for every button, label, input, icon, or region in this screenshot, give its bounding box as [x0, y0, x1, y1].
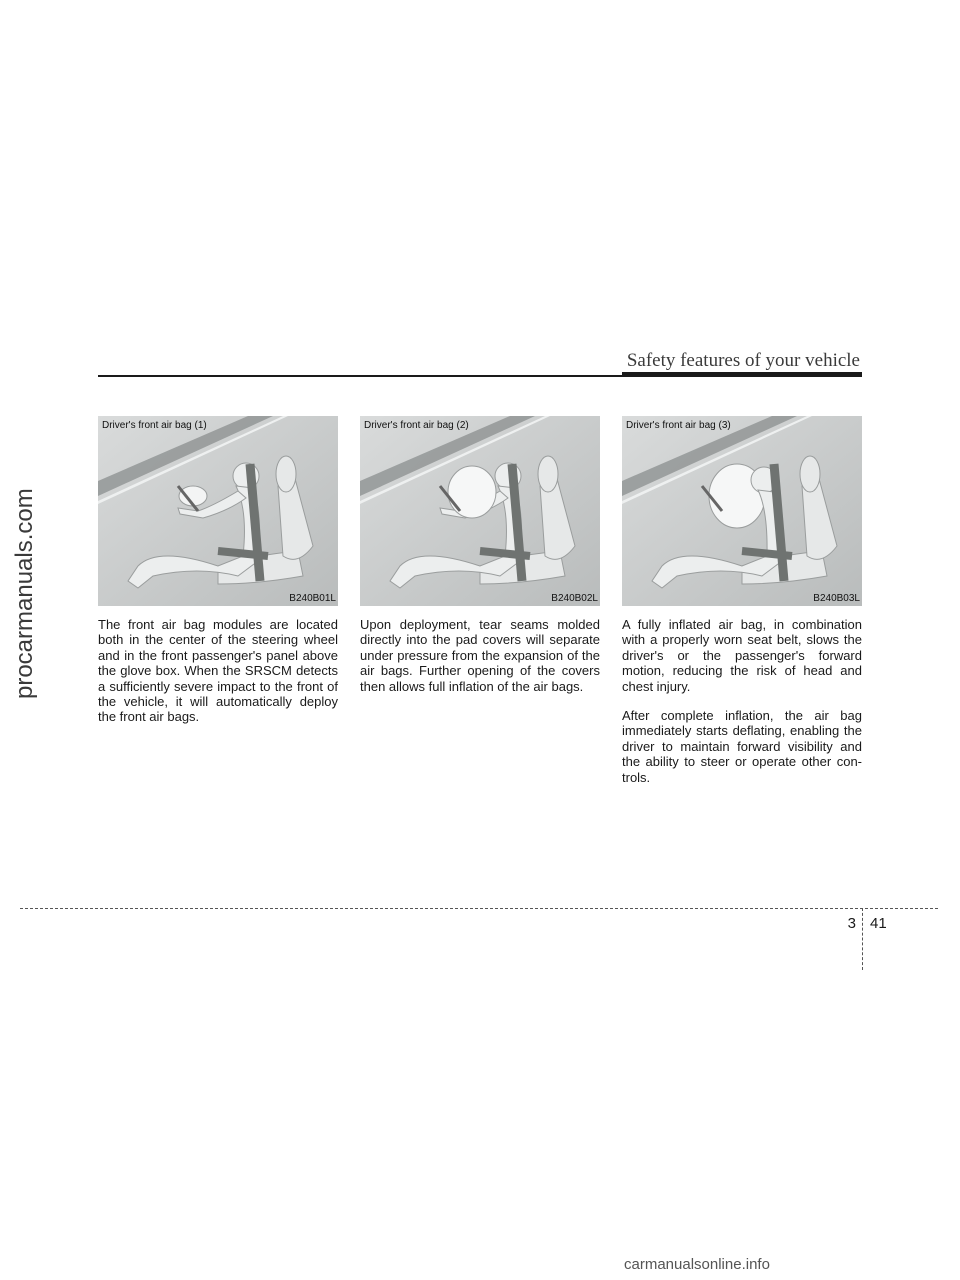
- airbag-illustration-icon: [622, 416, 862, 606]
- text-column-1: [98, 617, 338, 739]
- chapter-number: 3: [847, 915, 856, 932]
- text-column-2: [360, 617, 600, 708]
- text-column-3: [622, 617, 862, 799]
- paragraph: A fully inflated air bag, in combination with a properly worn seat belt, slows the driver's or the passenger's forward motion, reducing the risk of head and chest injury.: [622, 617, 862, 694]
- header-rule-accent: [622, 372, 862, 377]
- paragraph: After complete inflation, the air bag immediately starts deflating, enabling the driver to maintain forward visibility and the ability to steer or operate other con-trols.: [622, 708, 862, 785]
- figure-label: Driver's front air bag (2): [364, 420, 469, 431]
- site-footer-text: carmanualsonline.info: [624, 1256, 770, 1273]
- paragraph: The front air bag modules are located both in the center of the steering wheel and in the front passenger's panel above the glove box. When the SRSCM detects a sufficiently severe impact to the front of the vehicle, it will automatically deploy the front air bags.: [98, 617, 338, 725]
- figure-code: B240B03L: [813, 593, 860, 604]
- figure-label: Driver's front air bag (3): [626, 420, 731, 431]
- airbag-illustration-icon: [98, 416, 338, 606]
- footer-divider: [20, 908, 938, 909]
- figure-airbag-1: [98, 416, 338, 606]
- figure-code: B240B02L: [551, 593, 598, 604]
- footer-vertical-divider: [862, 908, 863, 970]
- figure-airbag-2: [360, 416, 600, 606]
- figure-airbag-3: [622, 416, 862, 606]
- paragraph: Upon deployment, tear seams molded directly into the pad covers will separate under pressure from the expansion of the air bags. Further opening of the covers then allows full inflation of the air bags.: [360, 617, 600, 694]
- page-header-title: Safety features of your vehicle: [626, 350, 860, 371]
- figure-label: Driver's front air bag (1): [102, 420, 207, 431]
- figure-code: B240B01L: [289, 593, 336, 604]
- page-number: 41: [870, 915, 887, 932]
- airbag-illustration-icon: [360, 416, 600, 606]
- side-watermark: procarmanuals.com: [11, 488, 38, 699]
